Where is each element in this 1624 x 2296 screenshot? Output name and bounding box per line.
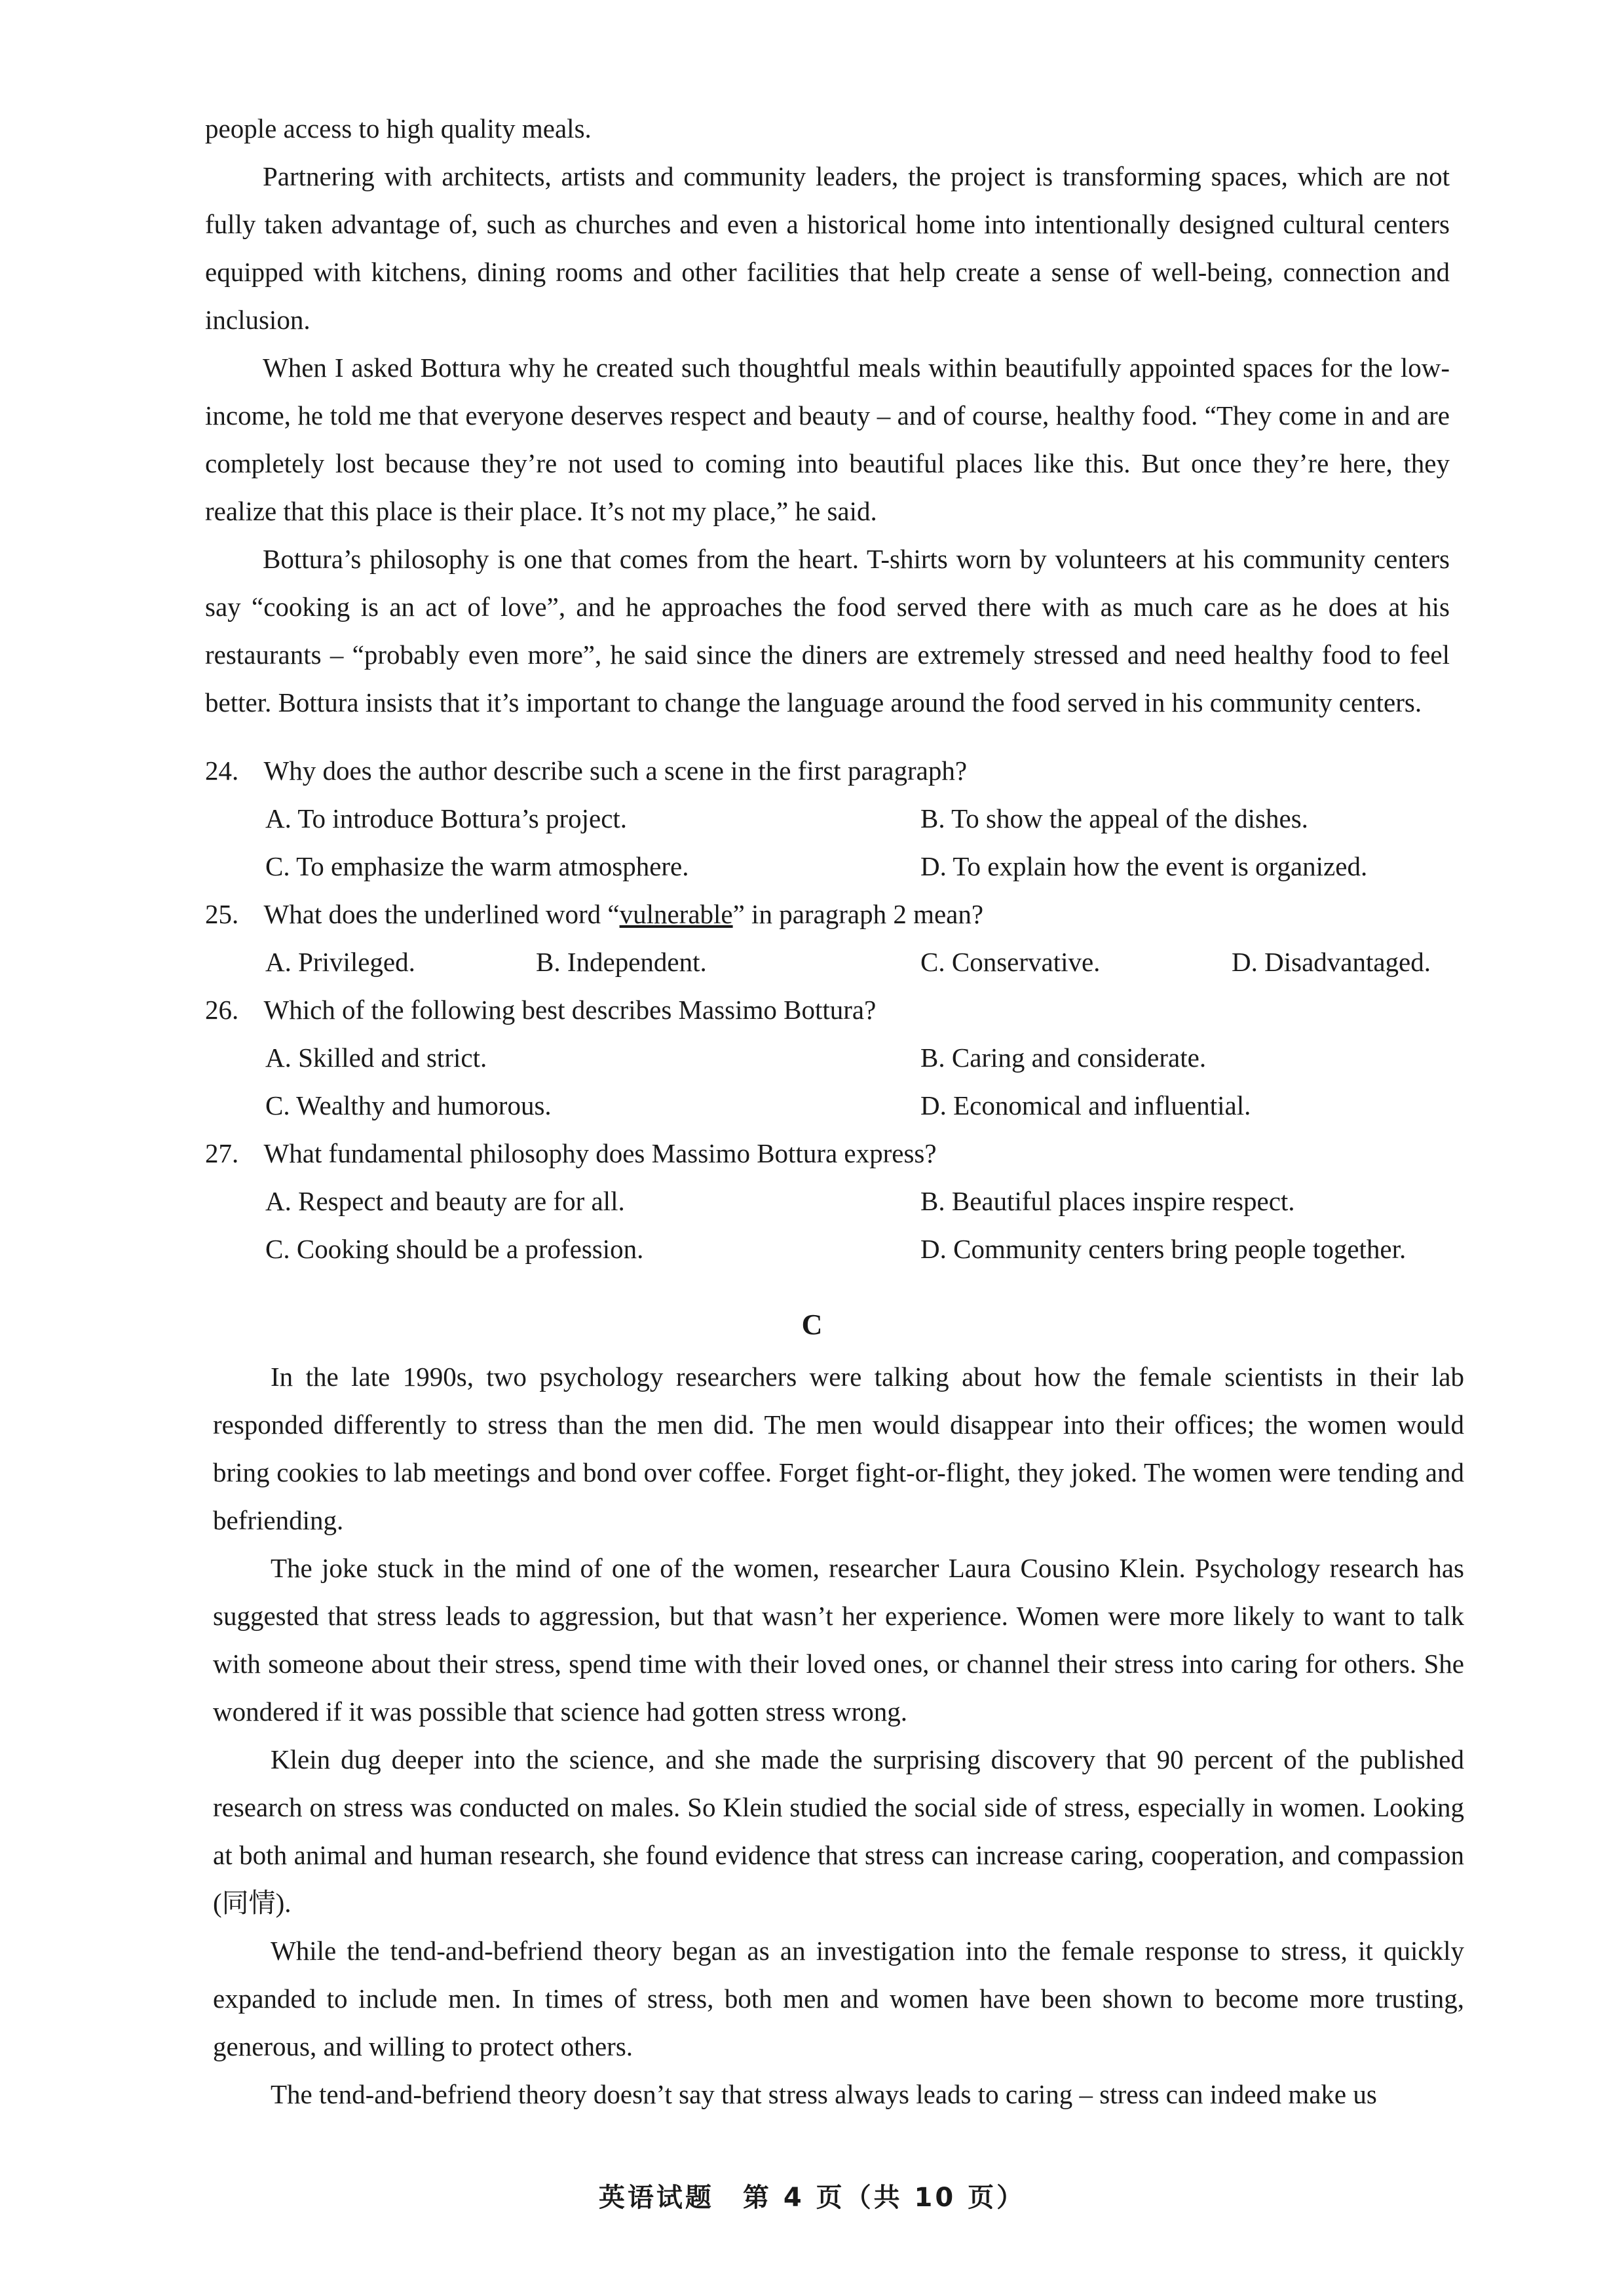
option-26d: D. Economical and influential. [920,1090,1251,1120]
paragraph-c1: In the late 1990s, two psychology researchers were talking about how the female scientists in their lab responded differently to stress than the men did. The men would disappear into their offices; the women would bring cookies to lab meetings and bond over coffee. Forget fight-or-flight, they joked. The women were tending and befriending. [213,1362,1464,1535]
question-24 [205,747,967,795]
paragraph-c3: Klein dug deeper into the science, and she made the surprising discovery that 90 percent of the published research on stress was conducted on males. So Klein studied the social side of stress, especially in women. Looking at both animal and human research, she found evidence that stress can increase caring, cooperation, and compassion (同情). [213,1744,1464,1918]
option-26a: A. Skilled and strict. [265,1043,487,1073]
paragraph-3: Bottura’s philosophy is one that comes from the heart. T-shirts worn by volunteers at his community centers say “cooking is an act of love”, and he approaches the food served there with as much care as he does at his restaurants – “probably even more”, he said since the diners are extremely stressed and need healthy food to feel better. Bottura insists that it’s important to change the language around the food served in his community centers. [205,544,1450,718]
section-heading: C [801,1309,823,1341]
question-25 [205,890,983,938]
question-26 [205,986,876,1034]
question-number: 25. [205,899,239,929]
option-25a: A. Privileged. [265,947,415,977]
option-26c: C. Wealthy and humorous. [265,1090,552,1120]
question-number: 26. [205,995,239,1025]
question-number: 24. [205,756,239,786]
paragraph-c5: The tend-and-befriend theory doesn’t say that stress always leads to caring – stress can indeed make us [271,2079,1377,2109]
option-24a: A. To introduce Bottura’s project. [265,803,628,833]
option-27d: D. Community centers bring people together. [920,1234,1407,1264]
option-25b: B. Independent. [536,947,707,977]
question-stem: What does the underlined word “vulnerable” in paragraph 2 mean? [263,899,984,929]
option-24d: D. To explain how the event is organized. [920,851,1368,881]
option-25c: C. Conservative. [920,947,1101,977]
paragraph-0: people access to high quality meals. [205,113,592,144]
passage-b-text [205,105,1450,727]
page-footer: 英语试题 第 4 页（共 10 页） [598,2183,1026,2213]
option-27c: C. Cooking should be a profession. [265,1234,644,1264]
option-27b: B. Beautiful places inspire respect. [920,1186,1295,1216]
question-stem: Why does the author describe such a scene in the first paragraph? [263,756,968,786]
question-27 [205,1130,937,1177]
question-stem: Which of the following best describes Massimo Bottura? [263,995,877,1025]
underlined-word: vulnerable [619,899,733,929]
passage-c-text [213,1353,1464,2118]
paragraph-c4: While the tend-and-befriend theory began as an investigation into the female response to stress, it quickly expanded to include men. In times of stress, both men and women have been shown to become more trusting, generous, and willing to protect others. [213,1936,1464,2061]
option-27a: A. Respect and beauty are for all. [265,1186,625,1216]
option-25d: D. Disadvantaged. [1232,947,1431,977]
question-stem: What fundamental philosophy does Massimo Bottura express? [263,1138,937,1168]
option-24c: C. To emphasize the warm atmosphere. [265,851,689,881]
paragraph-c2: The joke stuck in the mind of one of the women, researcher Laura Cousino Klein. Psychology research has suggested that stress leads to aggression, but that wasn’t her experience. Women were more likely to want to talk with someone about their stress, spend time with their loved ones, or channel their stress into caring for others. She wondered if it was possible that science had gotten stress wrong. [213,1553,1464,1727]
paragraph-1: Partnering with architects, artists and community leaders, the project is transforming spaces, which are not fully taken advantage of, such as churches and even a historical home into intentionally designed cultural centers equipped with kitchens, dining rooms and other facilities that help create a sense of well-being, connection and inclusion. [205,161,1450,335]
question-number: 27. [205,1138,239,1168]
option-26b: B. Caring and considerate. [920,1043,1207,1073]
option-24b: B. To show the appeal of the dishes. [920,803,1308,833]
paragraph-2: When I asked Bottura why he created such thoughtful meals within beautifully appointed spaces for the low-income, he told me that everyone deserves respect and beauty – and of course, healthy food. “They come in and are completely lost because they’re not used to coming into beautiful places like this. But once they’re here, they realize that this place is their place. It’s not my place,” he said. [205,353,1450,526]
